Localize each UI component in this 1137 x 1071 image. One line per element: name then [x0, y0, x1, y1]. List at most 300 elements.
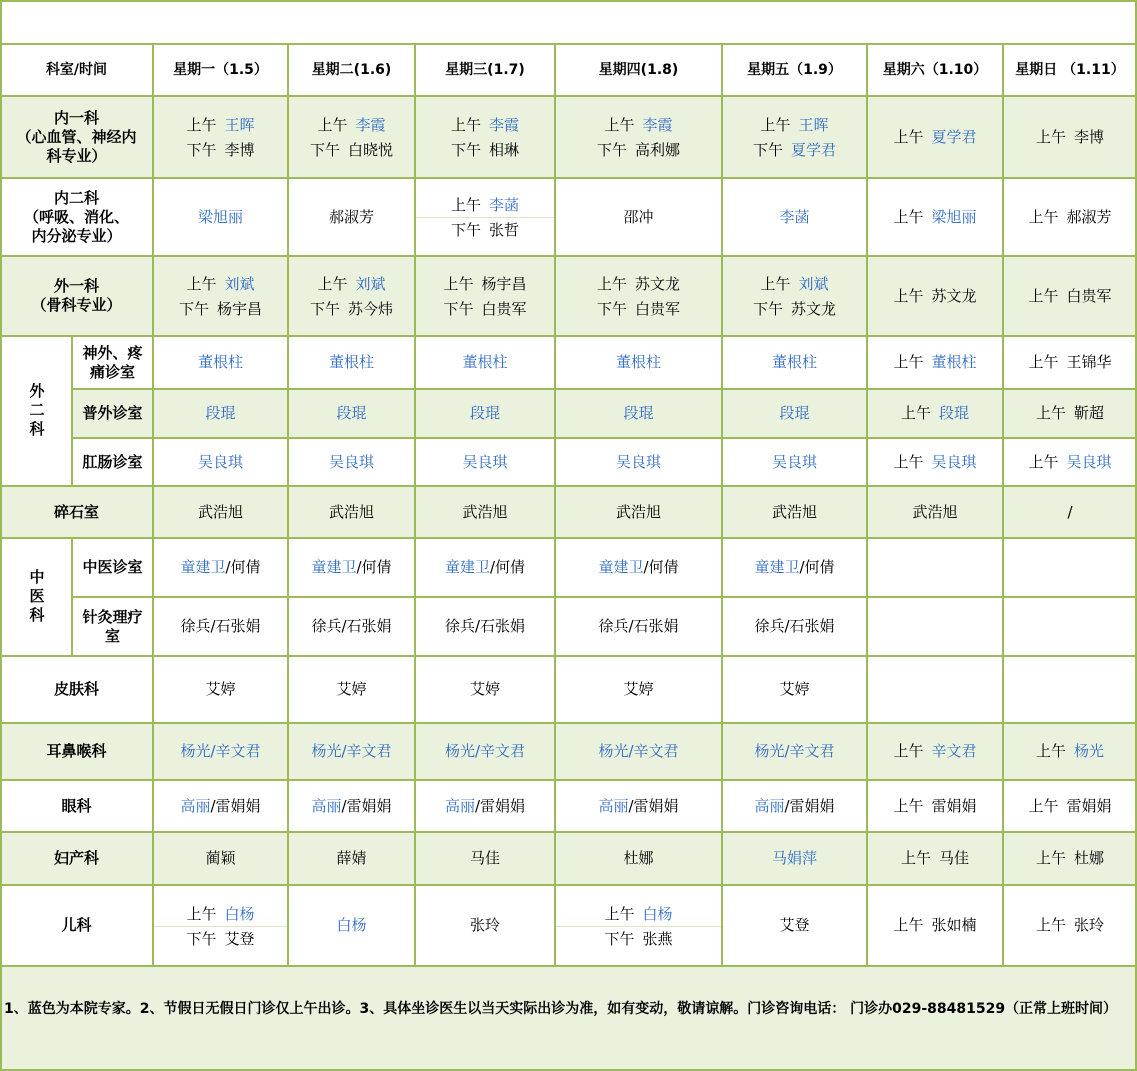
- separator: /: [628, 796, 634, 815]
- doctor-name: 高丽: [598, 796, 629, 815]
- doctor-name: 郝淑芳: [328, 207, 374, 226]
- am-only-cell: [867, 178, 1003, 256]
- doctor-name: 白贵军: [1066, 286, 1112, 305]
- doctor-name: 艾婷: [779, 680, 810, 698]
- doctor-name: /: [1067, 502, 1073, 521]
- grid-line: [0, 43, 1137, 45]
- pm-slot: [153, 926, 288, 966]
- doctor-name: 靳超: [1074, 404, 1105, 422]
- am-label: 上午: [1035, 742, 1066, 760]
- dept-label-text: 妇产科: [53, 849, 99, 867]
- doctor-name: 段琨: [779, 404, 810, 422]
- am-slot: [722, 256, 867, 296]
- doctor-name: 张玲: [1074, 916, 1105, 934]
- doctor-name: 李菡: [489, 196, 520, 214]
- doctor-cell: [722, 723, 867, 780]
- grid-line: [72, 388, 1137, 390]
- group-label-zhongyi: [0, 538, 72, 656]
- grid-line: [0, 965, 1137, 967]
- separator: /: [210, 617, 216, 635]
- pm-slot: [722, 296, 867, 336]
- doctor-pair-cell: [288, 538, 415, 597]
- doctor-cell: [415, 389, 555, 438]
- doctor-cell: [722, 656, 867, 723]
- group-label-waier: [0, 336, 72, 486]
- doctor-cell: [555, 486, 722, 538]
- doctor-name: 张玲: [469, 916, 500, 934]
- doctor-pair-cell: [415, 780, 555, 832]
- pm-label: 下午: [752, 141, 783, 159]
- dept-label-text: 普外诊室: [82, 404, 143, 422]
- doctor-name: 高丽: [180, 796, 211, 815]
- am-only-cell: [1003, 178, 1137, 256]
- am-slot: [288, 96, 415, 137]
- doctor-name: 王锦华: [1066, 353, 1112, 371]
- separator: /: [628, 617, 634, 635]
- doctor-name: 辛文君: [931, 742, 977, 760]
- doctor-name: 刘斌: [224, 275, 255, 293]
- am-label: 上午: [893, 207, 924, 226]
- dept-label-text: 肛肠诊室: [82, 452, 143, 471]
- footer-note: 1、蓝色为本院专家。2、节假日无假日门诊仅上午出诊。3、具体坐诊医生以当天实际出诊为准，如有变动，敬请谅解。门诊咨询电话： 门诊办029-88481529（正常上班时间）: [4, 1001, 1118, 1017]
- doctor-name: 杨光: [1074, 742, 1105, 760]
- am-slot: [722, 96, 867, 137]
- doctor-pair-cell: [555, 538, 722, 597]
- am-only-cell: [1003, 885, 1137, 966]
- doctor-name: 马娟萍: [771, 849, 817, 867]
- doctor-cell: [415, 885, 555, 966]
- slot-divider: [555, 926, 722, 927]
- pm-label: 下午: [309, 300, 340, 318]
- dept-label: [72, 538, 153, 597]
- dept-label: [0, 256, 153, 336]
- doctor-name: 艾婷: [336, 680, 367, 698]
- doctor-name: 武浩旭: [615, 502, 661, 521]
- grid-line: [0, 722, 1137, 724]
- doctor-pair-cell: [722, 597, 867, 656]
- doctor-name: 张燕: [642, 930, 673, 948]
- dept-label-text: 神外、疼 痛诊室: [82, 343, 143, 381]
- doctor-name: 吴良琪: [328, 452, 374, 471]
- pm-slot: [153, 296, 288, 336]
- pm-slot: [722, 137, 867, 178]
- doctor-cell: [555, 438, 722, 486]
- doctor-name: 艾登: [224, 930, 255, 948]
- grid-line: [72, 437, 1137, 439]
- am-label: 上午: [893, 916, 924, 934]
- header-cell: [415, 44, 555, 96]
- doctor-cell: [722, 389, 867, 438]
- doctor-cell: [415, 656, 555, 723]
- doctor-name: 徐兵: [598, 617, 629, 635]
- doctor-name: 雷娟娟: [346, 796, 392, 815]
- doctor-pair-cell: [722, 538, 867, 597]
- pm-label: 下午: [186, 141, 217, 159]
- doctor-name: 白杨: [224, 905, 255, 923]
- pm-label: 下午: [186, 930, 217, 948]
- am-label: 上午: [900, 849, 931, 867]
- am-only-cell: [1003, 256, 1137, 336]
- doctor-cell: [867, 486, 1003, 538]
- doctor-cell: [153, 389, 288, 438]
- am-only-cell: [1003, 389, 1137, 438]
- doctor-name: 蔺颖: [205, 849, 236, 867]
- doctor-name: 段琨: [939, 404, 970, 422]
- doctor-name: 高丽: [754, 796, 785, 815]
- separator: /: [225, 558, 231, 576]
- grid-line: [0, 95, 1137, 97]
- doctor-name: 刘斌: [355, 275, 386, 293]
- doctor-cell: [153, 178, 288, 256]
- header-label: 星期四(1.8): [598, 61, 679, 78]
- am-slot: [153, 96, 288, 137]
- doctor-cell: [1003, 597, 1137, 656]
- grid-line: [152, 44, 154, 966]
- doctor-name: 雷娟娟: [931, 796, 977, 815]
- am-slot: [415, 256, 555, 296]
- doctor-cell: [722, 885, 867, 966]
- am-slot: [288, 256, 415, 296]
- doctor-cell: [153, 656, 288, 723]
- pm-slot: [153, 137, 288, 178]
- doctor-name: 梁旭丽: [931, 207, 977, 226]
- pm-label: 下午: [450, 221, 481, 239]
- am-label: 上午: [450, 196, 481, 214]
- am-label: 上午: [596, 275, 627, 293]
- dept-label-text: 针灸理疗 室: [82, 607, 143, 645]
- doctor-name: 石张娟: [215, 617, 261, 635]
- doctor-cell: [555, 178, 722, 256]
- grid-line: [0, 485, 1137, 487]
- doctor-name: 杨宇昌: [481, 275, 527, 293]
- doctor-pair-cell: [415, 597, 555, 656]
- doctor-pair-cell: [153, 538, 288, 597]
- am-label: 上午: [1035, 916, 1066, 934]
- am-only-cell: [1003, 336, 1137, 389]
- dept-label: [72, 336, 153, 389]
- header-label: 科室/时间: [45, 61, 108, 78]
- doctor-pair-cell: [555, 780, 722, 832]
- doctor-name: 邵冲: [623, 207, 654, 226]
- doctor-pair-cell: [153, 780, 288, 832]
- doctor-name: 何倩: [361, 558, 392, 576]
- dept-label-text: 皮肤科: [53, 680, 99, 698]
- pm-slot: [415, 137, 555, 178]
- doctor-name: 吴良琪: [462, 452, 508, 471]
- doctor-name: 艾婷: [469, 680, 500, 698]
- doctor-name: 王晖: [798, 116, 829, 134]
- doctor-name: 段琨: [205, 404, 236, 422]
- doctor-name: 王晖: [224, 116, 255, 134]
- doctor-name: 薛婧: [336, 849, 367, 867]
- dept-label-text: 耳鼻喉科: [46, 742, 107, 760]
- am-only-cell: [867, 780, 1003, 832]
- doctor-pair-cell: [415, 538, 555, 597]
- doctor-cell: [288, 438, 415, 486]
- grid-line: [71, 336, 73, 486]
- am-label: 上午: [900, 404, 931, 422]
- separator: /: [341, 796, 347, 815]
- grid-line: [0, 655, 1137, 657]
- am-label: 上午: [604, 905, 635, 923]
- doctor-name: 张哲: [489, 221, 520, 239]
- doctor-name: 何倩: [648, 558, 679, 576]
- doctor-cell: [1003, 656, 1137, 723]
- doctor-name: 雷娟娟: [1066, 796, 1112, 815]
- am-label: 上午: [893, 452, 924, 471]
- am-label: 上午: [317, 275, 348, 293]
- doctor-name: 苏今炜: [348, 300, 394, 318]
- header-label: 星期一（1.5）: [173, 61, 268, 78]
- header-cell: [867, 44, 1003, 96]
- am-only-cell: [867, 723, 1003, 780]
- dept-label: [0, 656, 153, 723]
- doctor-name: 杨光/辛文君: [754, 742, 835, 760]
- am-label: 上午: [186, 905, 217, 923]
- doctor-cell: [153, 832, 288, 885]
- pm-label: 下午: [309, 141, 340, 159]
- am-label: 上午: [1035, 127, 1066, 146]
- group-label-text: 中医科: [27, 568, 46, 626]
- header-label: 星期二(1.6): [311, 61, 392, 78]
- doctor-name: 段琨: [469, 404, 500, 422]
- grid-line: [721, 44, 723, 966]
- pm-slot: [288, 296, 415, 336]
- am-label: 上午: [443, 275, 474, 293]
- doctor-name: 吴良琪: [1066, 452, 1112, 471]
- doctor-name: 童建卫: [180, 558, 226, 576]
- grid-line: [414, 44, 416, 966]
- doctor-name: 石张娟: [346, 617, 392, 635]
- doctor-name: 董根柱: [615, 353, 661, 371]
- doctor-cell: [722, 336, 867, 389]
- header-label: 星期六（1.10）: [882, 61, 988, 78]
- doctor-name: 白晓悦: [348, 141, 394, 159]
- grid-line: [0, 0, 1137, 2]
- doctor-name: 吴良琪: [931, 452, 977, 471]
- doctor-name: 雷娟娟: [633, 796, 679, 815]
- doctor-name: 武浩旭: [197, 502, 243, 521]
- doctor-cell: [555, 656, 722, 723]
- doctor-name: 杨宇昌: [217, 300, 263, 318]
- doctor-name: 童建卫: [754, 558, 800, 576]
- doctor-name: 白贵军: [635, 300, 681, 318]
- dept-label: [0, 486, 153, 538]
- am-only-cell: [867, 438, 1003, 486]
- dept-label: [0, 178, 153, 256]
- doctor-name: 何倩: [230, 558, 261, 576]
- doctor-cell: [1003, 538, 1137, 597]
- doctor-name: 白杨: [336, 916, 367, 934]
- doctor-cell: [288, 656, 415, 723]
- doctor-name: 马佳: [469, 849, 500, 867]
- doctor-name: 段琨: [623, 404, 654, 422]
- doctor-name: 夏学君: [931, 127, 977, 146]
- doctor-name: 吴良琪: [771, 452, 817, 471]
- am-label: 上午: [450, 116, 481, 134]
- doctor-cell: [722, 178, 867, 256]
- pm-slot: [555, 137, 722, 178]
- doctor-name: 童建卫: [598, 558, 644, 576]
- doctor-pair-cell: [288, 780, 415, 832]
- doctor-cell: [722, 486, 867, 538]
- separator: /: [356, 558, 362, 576]
- grid-line: [1002, 44, 1004, 966]
- doctor-name: 雷娟娟: [789, 796, 835, 815]
- doctor-cell: [153, 723, 288, 780]
- grid-line: [0, 779, 1137, 781]
- doctor-name: 杨光/辛文君: [311, 742, 392, 760]
- doctor-cell: [153, 438, 288, 486]
- pm-label: 下午: [178, 300, 209, 318]
- am-label: 上午: [1035, 849, 1066, 867]
- am-slot: [415, 178, 555, 217]
- doctor-name: 白贵军: [481, 300, 527, 318]
- am-slot: [153, 885, 288, 926]
- am-slot: [153, 256, 288, 296]
- doctor-name: 杜娜: [1074, 849, 1105, 867]
- doctor-name: 吴良琪: [615, 452, 661, 471]
- doctor-cell: [722, 832, 867, 885]
- dept-label: [0, 832, 153, 885]
- doctor-name: 石张娟: [633, 617, 679, 635]
- pm-slot: [415, 296, 555, 336]
- separator: /: [489, 558, 496, 576]
- doctor-name: 李霞: [355, 116, 386, 134]
- am-label: 上午: [893, 286, 924, 305]
- grid-line: [0, 0, 2, 1071]
- doctor-name: 吴良琪: [197, 452, 243, 471]
- dept-label-text: 儿科: [61, 916, 92, 934]
- doctor-cell: [867, 538, 1003, 597]
- doctor-pair-cell: [153, 597, 288, 656]
- doctor-cell: [415, 832, 555, 885]
- dept-label: [72, 438, 153, 486]
- doctor-cell: [555, 336, 722, 389]
- dept-label-text: 中医诊室: [82, 558, 143, 576]
- doctor-name: 刘斌: [798, 275, 829, 293]
- dept-label: [0, 885, 153, 966]
- am-slot: [555, 96, 722, 137]
- grid-line: [287, 44, 289, 966]
- doctor-name: 苏文龙: [791, 300, 837, 318]
- doctor-cell: [415, 723, 555, 780]
- doctor-name: 李霞: [642, 116, 673, 134]
- doctor-name: 艾婷: [205, 680, 236, 698]
- doctor-cell: [867, 656, 1003, 723]
- doctor-pair-cell: [288, 597, 415, 656]
- grid-line: [71, 538, 73, 656]
- am-label: 上午: [893, 796, 924, 815]
- separator: /: [799, 558, 805, 576]
- pm-label: 下午: [596, 141, 627, 159]
- header-cell: [153, 44, 288, 96]
- am-only-cell: [867, 389, 1003, 438]
- doctor-cell: [415, 486, 555, 538]
- am-label: 上午: [893, 742, 924, 760]
- doctor-cell: [288, 885, 415, 966]
- doctor-cell: [1003, 486, 1137, 538]
- doctor-name: 童建卫: [444, 558, 490, 576]
- am-label: 上午: [1035, 404, 1066, 422]
- dept-label: [72, 389, 153, 438]
- doctor-name: 马佳: [939, 849, 970, 867]
- dept-label: [0, 780, 153, 832]
- grid-line: [866, 44, 868, 966]
- doctor-name: 徐兵: [180, 617, 211, 635]
- am-label: 上午: [760, 275, 791, 293]
- doctor-name: 夏学君: [791, 141, 837, 159]
- dept-label: [0, 723, 153, 780]
- grid-line: [0, 255, 1137, 257]
- header-cell: [0, 44, 153, 96]
- doctor-cell: [415, 438, 555, 486]
- group-label-text: 外二科: [27, 382, 46, 440]
- doctor-name: 张如楠: [931, 916, 977, 934]
- doctor-name: 董根柱: [328, 353, 374, 371]
- am-slot: [555, 256, 722, 296]
- doctor-name: 石张娟: [480, 617, 526, 635]
- separator: /: [784, 796, 790, 815]
- doctor-cell: [555, 832, 722, 885]
- am-slot: [415, 96, 555, 137]
- doctor-cell: [867, 597, 1003, 656]
- doctor-name: 童建卫: [311, 558, 357, 576]
- grid-line: [0, 831, 1137, 833]
- doctor-cell: [415, 336, 555, 389]
- doctor-name: 李霞: [489, 116, 520, 134]
- grid-line: [0, 884, 1137, 886]
- doctor-name: 徐兵: [444, 617, 475, 635]
- doctor-name: 苏文龙: [931, 286, 977, 305]
- am-only-cell: [1003, 832, 1137, 885]
- doctor-name: 高丽: [444, 796, 475, 815]
- am-label: 上午: [893, 127, 924, 146]
- doctor-name: 武浩旭: [462, 502, 508, 521]
- grid-line: [554, 44, 556, 966]
- doctor-name: 郝淑芳: [1066, 207, 1112, 226]
- doctor-name: 董根柱: [931, 353, 977, 371]
- doctor-cell: [288, 336, 415, 389]
- am-only-cell: [1003, 438, 1137, 486]
- doctor-name: 雷娟娟: [215, 796, 261, 815]
- doctor-name: 李博: [224, 141, 255, 159]
- grid-line: [0, 177, 1137, 179]
- am-label: 上午: [1028, 796, 1059, 815]
- doctor-name: 杜娜: [623, 849, 654, 867]
- doctor-pair-cell: [555, 597, 722, 656]
- doctor-name: 雷娟娟: [480, 796, 526, 815]
- header-label: 星期五（1.9）: [747, 61, 842, 78]
- dept-label-text: 外一科 （骨科专业）: [31, 277, 122, 314]
- title-bar: [0, 0, 1137, 44]
- doctor-cell: [288, 178, 415, 256]
- am-label: 上午: [186, 275, 217, 293]
- header-cell: [555, 44, 722, 96]
- doctor-cell: [288, 832, 415, 885]
- doctor-name: 高利娜: [635, 141, 681, 159]
- doctor-name: 梁旭丽: [197, 207, 243, 226]
- doctor-cell: [555, 389, 722, 438]
- pm-label: 下午: [450, 141, 481, 159]
- am-slot: [555, 885, 722, 926]
- doctor-cell: [722, 438, 867, 486]
- doctor-name: 武浩旭: [912, 502, 958, 521]
- separator: /: [341, 617, 347, 635]
- am-only-cell: [1003, 723, 1137, 780]
- doctor-name: 李菡: [779, 207, 810, 226]
- doctor-cell: [153, 336, 288, 389]
